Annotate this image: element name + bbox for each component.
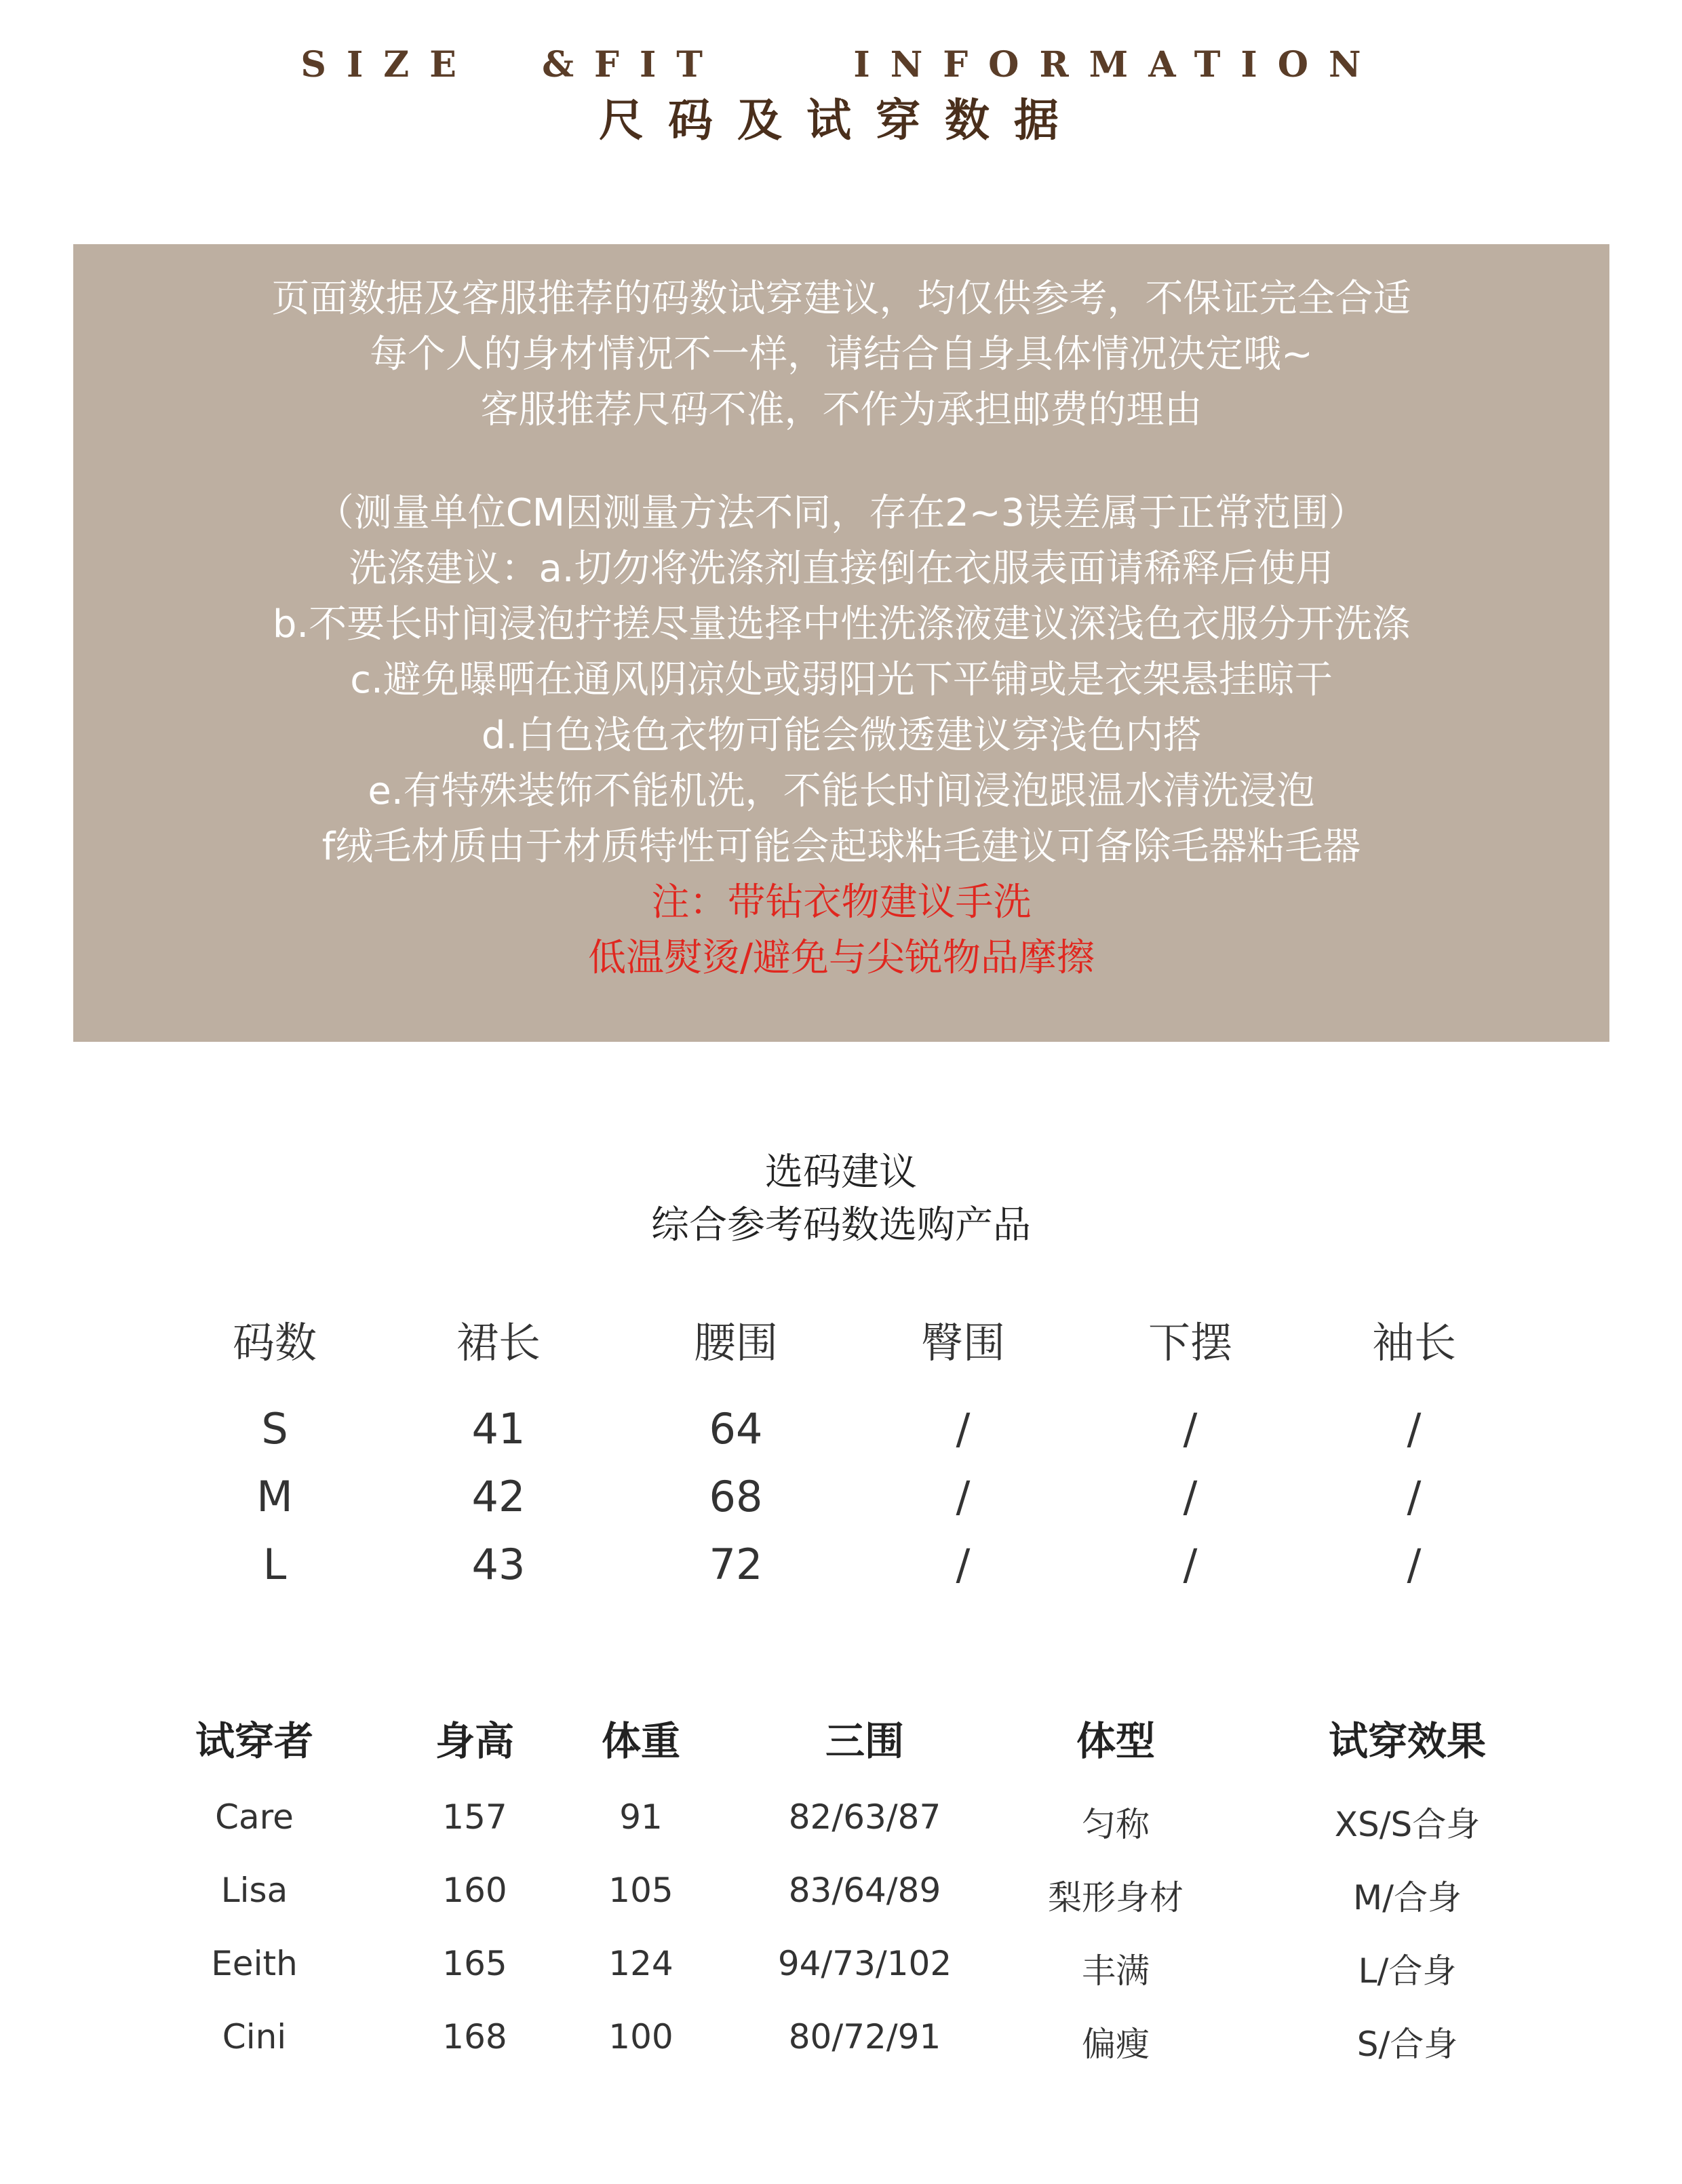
fit-cell: 157 bbox=[442, 1797, 507, 1837]
fit-header-cell: 试穿者 bbox=[195, 1718, 313, 1764]
fit-cell: 165 bbox=[442, 1944, 507, 1983]
size-cell: 43 bbox=[471, 1540, 526, 1589]
size-cell: / bbox=[956, 1404, 971, 1454]
fit-cell: 94/73/102 bbox=[777, 1944, 952, 1983]
size-cell: 68 bbox=[709, 1472, 763, 1521]
fit-cell: 83/64/89 bbox=[788, 1871, 941, 1910]
fit-cell: Care bbox=[215, 1797, 294, 1837]
table-row bbox=[0, 1472, 1682, 1540]
care-line: e.有特殊装饰不能机洗，不能长时间浸泡跟温水清洗浸泡 bbox=[368, 769, 1315, 813]
size-cell: / bbox=[1183, 1540, 1198, 1589]
size-table-header bbox=[0, 1309, 1682, 1404]
fit-cell: 124 bbox=[608, 1944, 673, 1983]
size-header-cell: 臀围 bbox=[920, 1318, 1005, 1367]
title-chinese: 尺码及试穿数据 bbox=[599, 94, 1083, 147]
warning-line: 低温熨烫/避免与尖锐物品摩擦 bbox=[588, 936, 1095, 980]
size-advice bbox=[0, 1146, 1682, 1252]
size-cell: / bbox=[956, 1472, 971, 1521]
table-row bbox=[0, 1404, 1682, 1472]
size-header-cell: 袖长 bbox=[1371, 1318, 1456, 1367]
notice-line: 客服推荐尺码不准，不作为承担邮费的理由 bbox=[480, 388, 1202, 432]
fit-header-cell: 试穿效果 bbox=[1328, 1718, 1486, 1764]
size-cell: 42 bbox=[471, 1472, 526, 1521]
size-cell: / bbox=[1407, 1404, 1422, 1454]
size-cell: / bbox=[1183, 1472, 1198, 1521]
size-cell: L bbox=[262, 1540, 287, 1589]
fit-header-cell: 体重 bbox=[601, 1718, 680, 1764]
fit-cell: XS/S合身 bbox=[1334, 1805, 1481, 1844]
notice-line: 每个人的身材情况不一样，请结合自身具体情况决定哦~ bbox=[370, 332, 1313, 376]
fit-table-header bbox=[0, 1709, 1682, 1797]
fit-cell: 168 bbox=[442, 2017, 507, 2056]
size-cell: / bbox=[1407, 1540, 1422, 1589]
size-cell: / bbox=[1407, 1472, 1422, 1521]
fit-cell: 105 bbox=[608, 1871, 673, 1910]
fit-cell: 80/72/91 bbox=[788, 2017, 941, 2056]
fit-cell: 匀称 bbox=[1082, 1805, 1150, 1844]
care-line: 洗涤建议：a.切勿将洗涤剂直接倒在衣服表面请稀释后使用 bbox=[349, 547, 1334, 591]
care-line: c.避免曝晒在通风阴凉处或弱阳光下平铺或是衣架悬挂晾干 bbox=[350, 658, 1333, 702]
size-cell: / bbox=[956, 1540, 971, 1589]
size-cell: M bbox=[256, 1472, 293, 1521]
table-row bbox=[0, 1540, 1682, 1607]
care-line: f绒毛材质由于材质特性可能会起球粘毛建议可备除毛器粘毛器 bbox=[321, 825, 1361, 869]
size-header-cell: 下摆 bbox=[1148, 1318, 1232, 1367]
advice-title: 选码建议 bbox=[765, 1150, 917, 1194]
fit-cell: 91 bbox=[619, 1797, 663, 1837]
fit-cell: Lisa bbox=[220, 1871, 288, 1910]
title-english: SIZE &FIT INFORMATION bbox=[300, 44, 1382, 85]
size-cell: 41 bbox=[471, 1404, 526, 1454]
size-cell: 72 bbox=[709, 1540, 763, 1589]
table-row bbox=[0, 2017, 1682, 2090]
fit-cell: 82/63/87 bbox=[788, 1797, 941, 1837]
fit-cell: L/合身 bbox=[1358, 1951, 1457, 1991]
page-header bbox=[0, 44, 1682, 147]
warning-line: 注：带钻衣物建议手洗 bbox=[651, 880, 1032, 924]
table-row bbox=[0, 1871, 1682, 1944]
fit-header-cell: 体型 bbox=[1076, 1718, 1155, 1764]
fit-table bbox=[0, 1709, 1682, 2090]
size-cell: S bbox=[261, 1404, 288, 1454]
size-header-cell: 腰围 bbox=[693, 1318, 778, 1367]
care-line: d.白色浅色衣物可能会微透建议穿浅色内搭 bbox=[481, 714, 1202, 758]
fit-header-cell: 身高 bbox=[435, 1718, 514, 1764]
care-line: （测量单位CM因测量方法不同，存在2~3误差属于正常范围） bbox=[315, 491, 1367, 535]
size-header-cell: 码数 bbox=[232, 1318, 317, 1367]
fit-cell: 梨形身材 bbox=[1048, 1878, 1184, 1917]
size-header-cell: 裙长 bbox=[456, 1318, 541, 1367]
size-cell: 64 bbox=[709, 1404, 763, 1454]
fit-cell: 160 bbox=[442, 1871, 507, 1910]
notice-panel bbox=[73, 244, 1609, 1042]
size-cell: / bbox=[1183, 1404, 1198, 1454]
fit-cell: M/合身 bbox=[1353, 1878, 1462, 1917]
fit-cell: Eeith bbox=[211, 1944, 298, 1983]
care-line: b.不要长时间浸泡拧搓尽量选择中性洗涤液建议深浅色衣服分开洗涤 bbox=[272, 602, 1411, 646]
table-row bbox=[0, 1944, 1682, 2017]
fit-cell: 丰满 bbox=[1082, 1951, 1150, 1991]
fit-cell: 偏瘦 bbox=[1082, 2025, 1150, 2064]
fit-cell: Cini bbox=[222, 2017, 287, 2056]
size-table bbox=[0, 1309, 1682, 1607]
fit-header-cell: 三围 bbox=[825, 1718, 904, 1764]
notice-spacer bbox=[73, 438, 1609, 486]
advice-subtitle: 综合参考码数选购产品 bbox=[651, 1203, 1031, 1247]
fit-cell: 100 bbox=[608, 2017, 673, 2056]
notice-line: 页面数据及客服推荐的码数试穿建议，均仅供参考，不保证完全合适 bbox=[271, 277, 1411, 321]
table-row bbox=[0, 1797, 1682, 1871]
fit-cell: S/合身 bbox=[1356, 2025, 1458, 2064]
